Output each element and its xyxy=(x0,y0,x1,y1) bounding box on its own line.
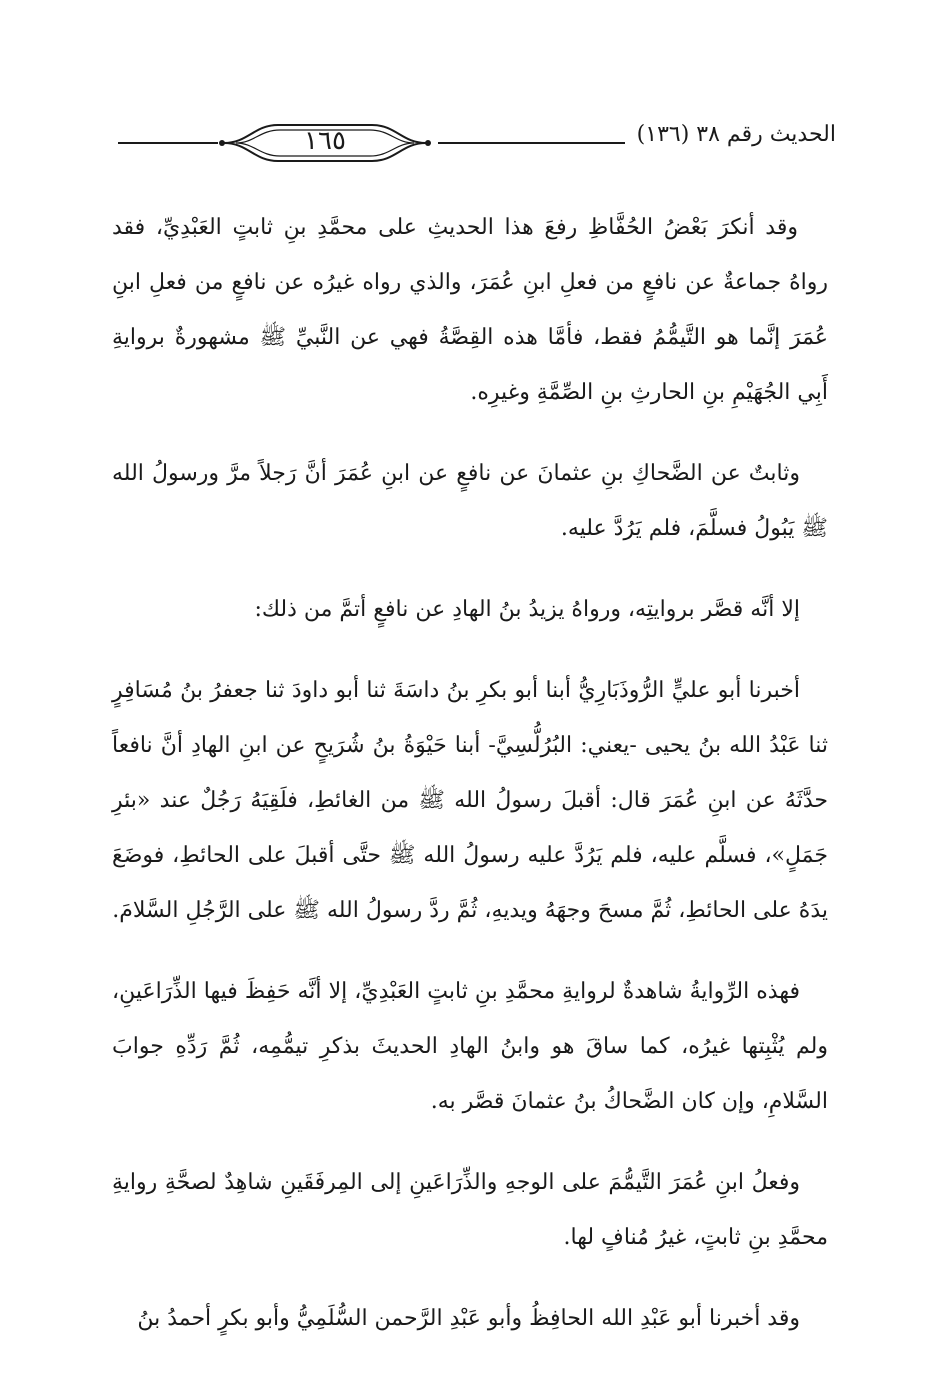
paragraph: وفعلُ ابنِ عُمَرَ التَّيمُّمَ على الوجهِ والذِّرَاعَينِ إلى المِرفَقَينِ شاهِدٌ لصحَّةِ روايةِ محمَّدِ بنِ ثابتٍ، غيرُ مُنافٍ لها. xyxy=(112,1170,828,1250)
paragraph: وثابتٌ عن الضَّحاكِ بنِ عثمانَ عن نافعٍ عن ابنِ عُمَرَ أنَّ رَجلاً مرَّ ورسولُ الله ﷺ يَبُولُ فسلَّمَ، فلم يَرُدَّ عليه. xyxy=(112,461,828,541)
page-number-ornament xyxy=(218,117,432,169)
paragraph: إلا أنَّه قصَّر بروايتِه، ورواهُ يزيدُ بنُ الهادِ عن نافعٍ أتمَّ من ذلك: xyxy=(254,597,800,622)
page-header xyxy=(118,112,836,172)
paragraph: وقد أخبرنا أبو عَبْدِ الله الحافِظُ وأبو عَبْدِ الرَّحمن السُّلَمِيُّ وأبو بكرٍ أحمدُ بنُ xyxy=(137,1306,800,1331)
paragraph: فهذه الرِّوايةُ شاهدةٌ لروايةِ محمَّدِ بنِ ثابتٍ العَبْدِيِّ، إلا أنَّه حَفِظَ فيها الذِّرَاعَينِ، ولم يُثْبِتها غيرُه، كما ساقَ هو وابنُ الهادِ الحديثَ بذكرِ تيمُّمِه، ثُمَّ رَدِّهِ جوابَ السَّلامِ، وإن كان الضَّحاكُ بنُ عثمانَ قصَّر به. xyxy=(112,979,828,1114)
running-title: الحديث رقم ٣٨ (١٣٦) xyxy=(625,122,836,147)
main-text xyxy=(112,200,828,1372)
page-number: ١٦٥ xyxy=(304,126,346,156)
header-rule-left xyxy=(118,142,218,144)
paragraph: أخبرنا أبو عليٍّ الرُّوذَبَارِيُّ أبنا أبو بكرِ بنُ داسَةَ ثنا أبو داودَ ثنا جعفرُ بنُ مُسَافِرٍ ثنا عَبْدُ الله بنُ يحيى -يعني: البُرُلُّسِيَّ- أبنا حَيْوَةُ بنُ شُرَيحٍ عن ابنِ الهادِ أنَّ نافعاً حدَّثَهُ عن ابنِ عُمَرَ قال: أقبلَ رسولُ الله ﷺ من الغائطِ، فلَقِيَهُ رَجُلٌ عند «بئرِ جَمَلٍ»، فسلَّم عليه، فلم يَرُدَّ عليه رسولُ الله ﷺ حتَّى أقبلَ على الحائطِ، فوضَعَ يدَهُ على الحائطِ، ثُمَّ مسحَ وجهَهُ ويديهِ، ثُمَّ ردَّ رسولُ الله ﷺ على الرَّجُلِ السَّلامَ. xyxy=(112,678,828,923)
paragraph: وقد أنكرَ بَعْضُ الحُفَّاظِ رفعَ هذا الحديثِ على محمَّدِ بنِ ثابتٍ العَبْدِيِّ، فقد رواهُ جماعةٌ عن نافعٍ من فعلِ ابنِ عُمَرَ، والذي رواه غيرُه عن نافعٍ من فعلِ ابنِ عُمَرَ إنَّما هو التَّيمُّمُ فقط، فأمَّا هذه القِصَّةُ فهي عن النَّبيِّ ﷺ مشهورةٌ بروايةِ أَبِي الجُهَيْمِ بنِ الحارثِ بنِ الصِّمَّةِ وغيرِه. xyxy=(112,215,828,405)
